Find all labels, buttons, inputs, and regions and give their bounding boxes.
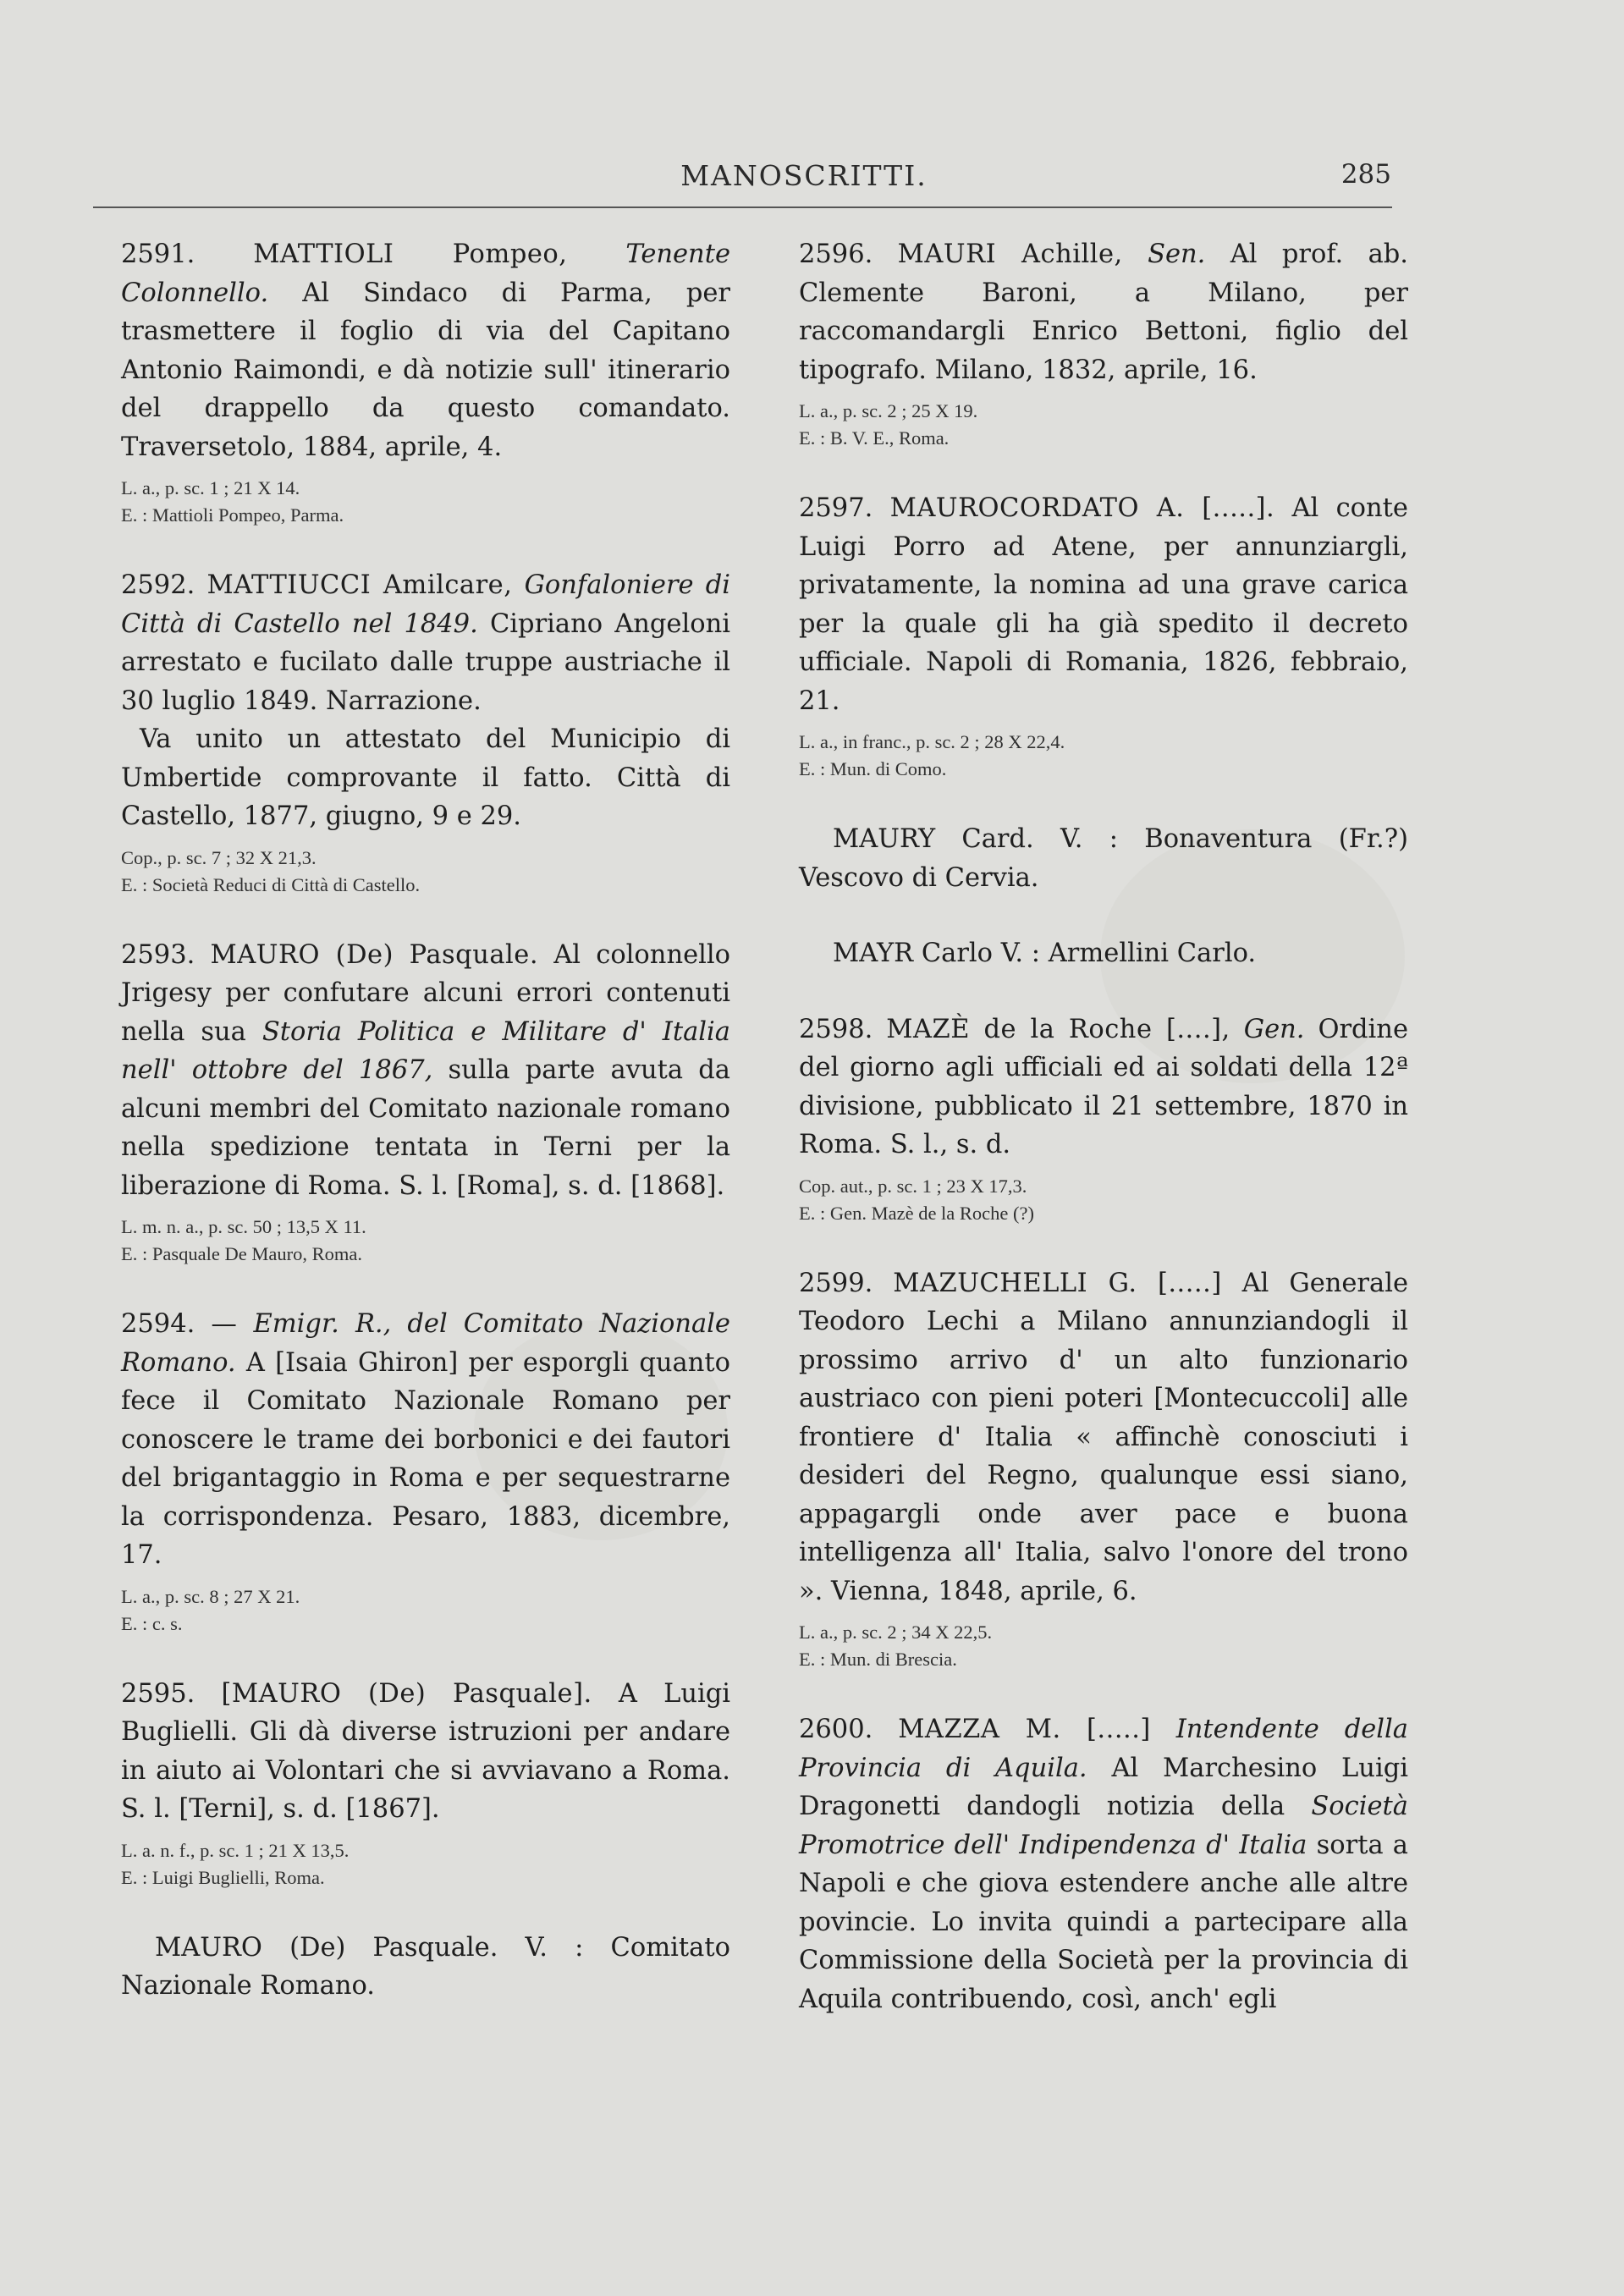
entry-text bbox=[121, 1675, 730, 1829]
entry-physical: L. a., p. sc. 8 ; 27 X 21. bbox=[121, 1585, 300, 1607]
entry-meta bbox=[121, 475, 730, 529]
entry-description-cont: sorta a Napoli e che giova estendere anche alle altre povincie. Lo invita quindi a partecipare alla Commissione della Società per la provincia di Aquila contribuendo, così, anch' egli bbox=[799, 1830, 1408, 2014]
catalog-entry bbox=[799, 1010, 1408, 1227]
entry-description: Cipriano Angeloni arrestato e fucilato dalle truppe austriache il 30 luglio 1849. Narrazione. bbox=[121, 608, 731, 716]
entry-title: Tenente Colonnello. bbox=[121, 240, 731, 308]
entry-text bbox=[799, 1010, 1408, 1165]
entry-author: MAZÈ de la Roche [....], bbox=[886, 1014, 1230, 1044]
entry-number: 2592. bbox=[121, 570, 195, 600]
entry-text bbox=[799, 1710, 1408, 2018]
running-header: MANOSCRITTI. bbox=[680, 159, 928, 192]
entry-owner: E. : Pasquale De Mauro, Roma. bbox=[121, 1243, 362, 1264]
entry-text bbox=[121, 235, 730, 466]
catalog-entry bbox=[121, 1305, 730, 1638]
entry-text bbox=[121, 566, 730, 720]
catalog-entry bbox=[799, 1264, 1408, 1674]
entry-author: MAUROCORDATO A. [.....]. bbox=[889, 493, 1275, 523]
entry-meta bbox=[121, 1583, 730, 1638]
entry-text bbox=[799, 489, 1408, 720]
entry-author: MAURI Achille, bbox=[897, 240, 1123, 269]
entry-description: Al Marchesino Luigi Dragonetti dandogli notizia della bbox=[799, 1753, 1408, 1821]
catalog-entry bbox=[799, 1710, 1408, 2018]
entry-owner: E. : Gen. Mazè de la Roche (?) bbox=[799, 1202, 1034, 1224]
entry-physical: Cop., p. sc. 7 ; 32 X 21,3. bbox=[121, 846, 317, 868]
entry-meta bbox=[799, 1619, 1408, 1673]
entry-owner: E. : c. s. bbox=[121, 1612, 183, 1634]
entry-number: 2597. bbox=[799, 493, 873, 523]
entry-text bbox=[799, 1264, 1408, 1611]
entry-cited-work: Società Promotrice dell' Indipendenza d' Italia bbox=[799, 1792, 1408, 1860]
entry-number: 2598. bbox=[799, 1014, 873, 1044]
catalog-entry bbox=[121, 566, 730, 899]
entry-description: Al prof. ab. Clemente Baroni, a Milano, per raccomandargli Enrico Bettoni, figlio del tipografo. Milano, 1832, aprile, 16. bbox=[799, 240, 1408, 385]
entry-title: Emigr. R., del Comitato Nazionale Romano. bbox=[121, 1309, 730, 1378]
entry-physical: L. a., p. sc. 2 ; 34 X 22,5. bbox=[799, 1622, 993, 1643]
catalog-entry bbox=[121, 235, 730, 529]
entry-physical: Cop. aut., p. sc. 1 ; 23 X 17,3. bbox=[799, 1175, 1027, 1197]
entry-title: Intendente della Provincia di Aquila. bbox=[799, 1715, 1408, 1783]
catalog-entry bbox=[121, 936, 730, 1269]
entry-title: Gen. bbox=[1243, 1014, 1305, 1044]
catalog-entry bbox=[121, 1675, 730, 1891]
entry-meta bbox=[121, 845, 730, 899]
entry-description: Al Generale Teodoro Lechi a Milano annunziandogli il prossimo arrivo d' un alto funzionario austriaco con pieni poteri [Montecuccoli] alle frontiere d' Italia « affinchè conosciuti i desideri del Regno, qualunque essi siano, appagargli onde aver pace e buona intelligenza all' Italia, salvo l'onore del trono ». Vienna, 1848, aprile, 6. bbox=[799, 1268, 1409, 1606]
entry-title: Gonfaloniere di Città di Castello nel 1849. bbox=[121, 570, 730, 639]
entry-author: MAZZA M. [.....] bbox=[898, 1715, 1151, 1744]
entry-number: 2593. bbox=[121, 939, 195, 970]
entry-owner: E. : Società Reduci di Città di Castello. bbox=[121, 873, 421, 895]
entry-meta bbox=[799, 729, 1408, 783]
catalog-entry bbox=[799, 235, 1408, 452]
entry-number: 2596. bbox=[799, 240, 873, 269]
entry-description: Al colonnello Jrigesy per confutare alcuni errori contenuti nella sua bbox=[121, 939, 731, 1047]
entry-physical: L. a., p. sc. 2 ; 25 X 19. bbox=[799, 400, 978, 421]
entry-owner: E. : Mun. di Como. bbox=[799, 758, 947, 779]
entry-title: Sen. bbox=[1148, 240, 1206, 269]
entry-text bbox=[121, 1305, 730, 1575]
entry-physical: L. a., in franc., p. sc. 2 ; 28 X 22,4. bbox=[799, 731, 1065, 752]
entry-author: MATTIOLI Pompeo, bbox=[253, 240, 568, 269]
entry-description: Ordine del giorno agli ufficiali ed ai soldati della 12ª divisione, pubblicato il 21 settembre, 1870 in Roma. S. l., s. d. bbox=[799, 1014, 1408, 1159]
entry-physical: L. a., p. sc. 1 ; 21 X 14. bbox=[121, 477, 300, 498]
cross-reference: MAYR Carlo V. : Armellini Carlo. bbox=[833, 939, 1257, 968]
entry-owner: E. : Luigi Buglielli, Roma. bbox=[121, 1866, 325, 1888]
entry-owner: E. : B. V. E., Roma. bbox=[799, 427, 950, 449]
entry-meta bbox=[121, 1837, 730, 1891]
entry-author: — bbox=[211, 1309, 238, 1339]
entry-owner: E. : Mattioli Pompeo, Parma. bbox=[121, 504, 344, 526]
entry-meta bbox=[799, 398, 1408, 452]
entry-note: Va unito un attestato del Municipio di Umbertide comprovante il fatto. Città di Castello, 1877, giugno, 9 e 29. bbox=[121, 724, 730, 831]
entry-number: 2599. bbox=[799, 1268, 873, 1298]
entry-physical: L. a. n. f., p. sc. 1 ; 21 X 13,5. bbox=[121, 1839, 350, 1861]
entry-number: 2594. bbox=[121, 1309, 195, 1339]
entry-description: Al conte Luigi Porro ad Atene, per annunziargli, privatamente, la nomina ad una grave carica per la quale gli ha già spedito il decreto ufficiale. Napoli di Romania, 1826, febbraio, 21. bbox=[799, 493, 1408, 716]
entry-description: Al Sindaco di Parma, per trasmettere il foglio di via del Capitano Antonio Raimondi, e dà notizie sull' itinerario del drappello da questo comandato. Traversetolo, 1884, aprile, 4. bbox=[121, 278, 730, 462]
entry-number: 2591. bbox=[121, 240, 195, 269]
entry-meta bbox=[799, 1173, 1408, 1227]
catalog-entry bbox=[799, 489, 1408, 783]
entry-description: A Luigi Buglielli. Gli dà diverse istruzioni per andare in aiuto ai Volontari che si avviavano a Roma. S. l. [Terni], s. d. [1867]. bbox=[121, 1678, 730, 1824]
header-rule bbox=[93, 206, 1392, 208]
entry-owner: E. : Mun. di Brescia. bbox=[799, 1649, 957, 1670]
entry-number: 2595. bbox=[121, 1678, 195, 1709]
page-number: 285 bbox=[1340, 159, 1391, 190]
entry-description: A [Isaia Ghiron] per esporgli quanto fece il Comitato Nazionale Romano per conoscere le trame dei borbonici e dei fautori del brigantaggio in Roma e per sequestrarne la corrispondenza. Pesaro, 1883, dicembre, 17. bbox=[121, 1347, 730, 1570]
entry-number: 2600. bbox=[799, 1715, 873, 1744]
cross-reference: MAURY Card. V. : Bonaventura (Fr.?) Vescovo di Cervia. bbox=[799, 824, 1408, 893]
entry-author: MAZUCHELLI G. [.....] bbox=[893, 1268, 1222, 1298]
entry-physical: L. m. n. a., p. sc. 50 ; 13,5 X 11. bbox=[121, 1216, 366, 1237]
cross-reference: MAURO (De) Pasquale. V. : Comitato Nazionale Romano. bbox=[121, 1932, 730, 2001]
entry-description-cont: sulla parte avuta da alcuni membri del Comitato nazionale romano nella spedizione tentata in Terni per la liberazione di Roma. S. l. [Roma], s. d. [1868]. bbox=[121, 1055, 730, 1201]
entry-text bbox=[121, 936, 730, 1206]
entry-meta bbox=[121, 1214, 730, 1268]
right-column bbox=[799, 235, 1408, 2056]
entry-author: [MAURO (De) Pasquale]. bbox=[221, 1678, 592, 1709]
entry-author: MATTIUCCI Amilcare, bbox=[206, 570, 513, 600]
entry-text bbox=[799, 235, 1408, 389]
entry-author: MAURO (De) Pasquale. bbox=[210, 939, 539, 970]
entry-cited-work: Storia Politica e Militare d' Italia nell' ottobre del 1867, bbox=[121, 1016, 730, 1085]
left-column bbox=[121, 235, 730, 2043]
